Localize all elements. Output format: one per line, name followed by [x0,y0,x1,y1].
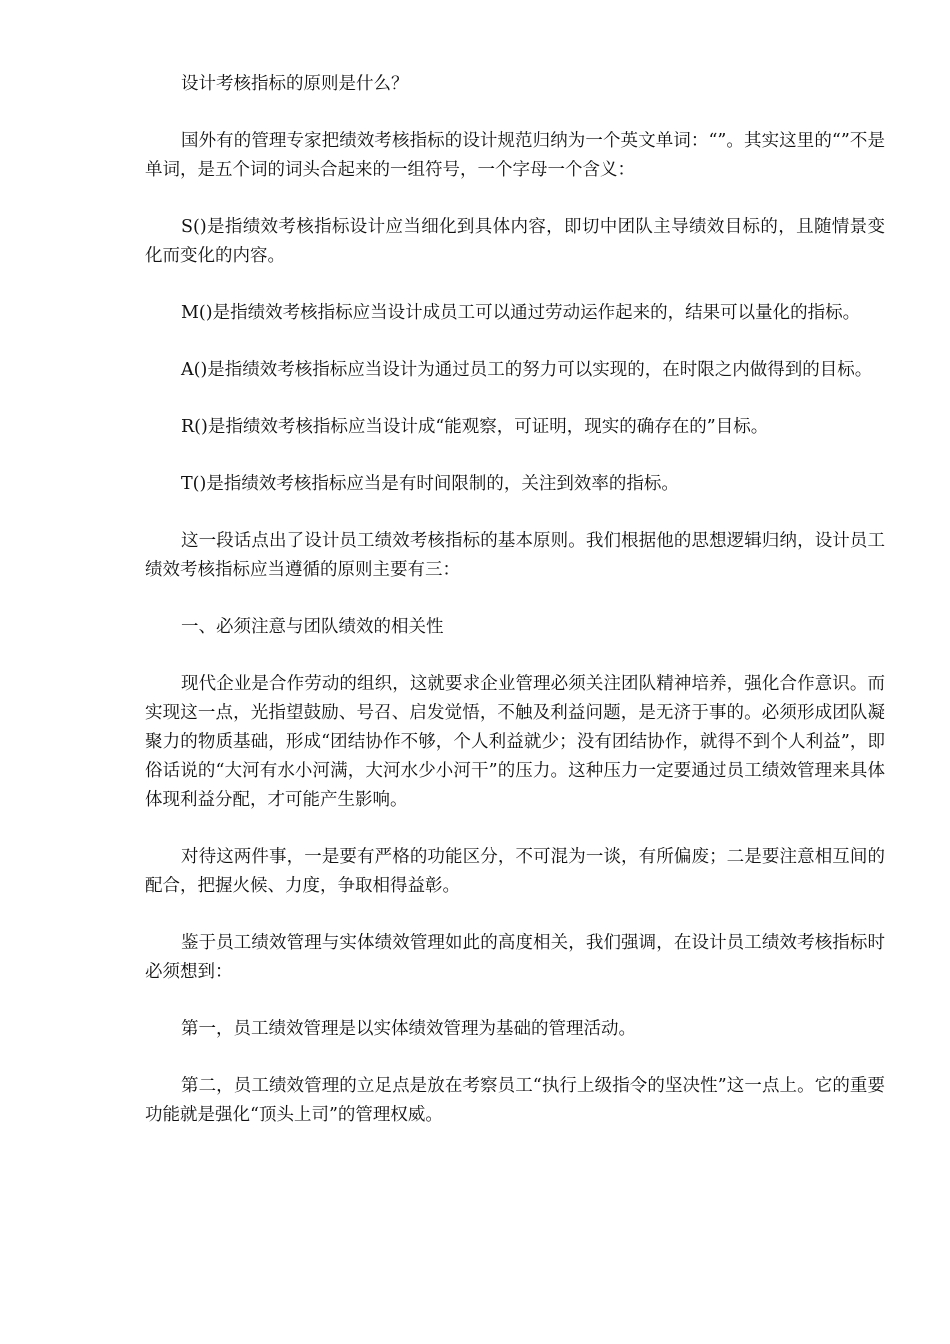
summary-paragraph: 这一段话点出了设计员工绩效考核指标的基本原则。我们根据他的思想逻辑归纳，设计员工绩效考核指标应当遵循的原则主要有三： [145,531,885,580]
question-heading: 设计考核指标的原则是什么？ [181,74,409,94]
document-page [145,70,885,1158]
principle-s-paragraph: S()是指绩效考核指标设计应当细化到具体内容，即切中团队主导绩效目标的，且随情景变化而变化的内容。 [145,217,885,266]
principle-m-paragraph: M()是指绩效考核指标应当设计成员工可以通过劳动运作起来的，结果可以量化的指标。 [181,303,861,323]
point-one-paragraph: 第一，员工绩效管理是以实体绩效管理为基础的管理活动。 [181,1019,636,1039]
intro-paragraph: 国外有的管理专家把绩效考核指标的设计规范归纳为一个英文单词：“”。其实这里的“”不是单词，是五个词的词头合起来的一组符号，一个字母一个含义： [145,131,885,180]
body-paragraph: 对待这两件事，一是要有严格的功能区分，不可混为一谈，有所偏废；二是要注意相互间的配合，把握火候、力度，争取相得益彰。 [145,847,885,896]
point-two-paragraph: 第二，员工绩效管理的立足点是放在考察员工“执行上级指令的坚决性”这一点上。它的重要功能就是强化“顶头上司”的管理权威。 [145,1076,885,1125]
principle-t-paragraph: T()是指绩效考核指标应当是有时间限制的，关注到效率的指标。 [181,474,679,494]
principle-r-paragraph: R()是指绩效考核指标应当设计成“能观察，可证明，现实的确存在的”目标。 [181,417,769,437]
section-heading-one: 一、必须注意与团队绩效的相关性 [181,617,444,637]
principle-a-paragraph: A()是指绩效考核指标应当设计为通过员工的努力可以实现的，在时限之内做得到的目标。 [181,360,873,380]
body-paragraph: 现代企业是合作劳动的组织，这就要求企业管理必须关注团队精神培养，强化合作意识。而实现这一点，光指望鼓励、号召、启发觉悟，不触及利益问题，是无济于事的。必须形成团队凝聚力的物质基础，形成“团结协作不够，个人利益就少；没有团结协作，就得不到个人利益”，即俗话说的“大河有水小河满，大河水少小河干”的压力。这种压力一定要通过员工绩效管理来具体体现利益分配，才可能产生影响。 [145,674,885,810]
body-paragraph: 鉴于员工绩效管理与实体绩效管理如此的高度相关，我们强调，在设计员工绩效考核指标时必须想到： [145,933,885,982]
